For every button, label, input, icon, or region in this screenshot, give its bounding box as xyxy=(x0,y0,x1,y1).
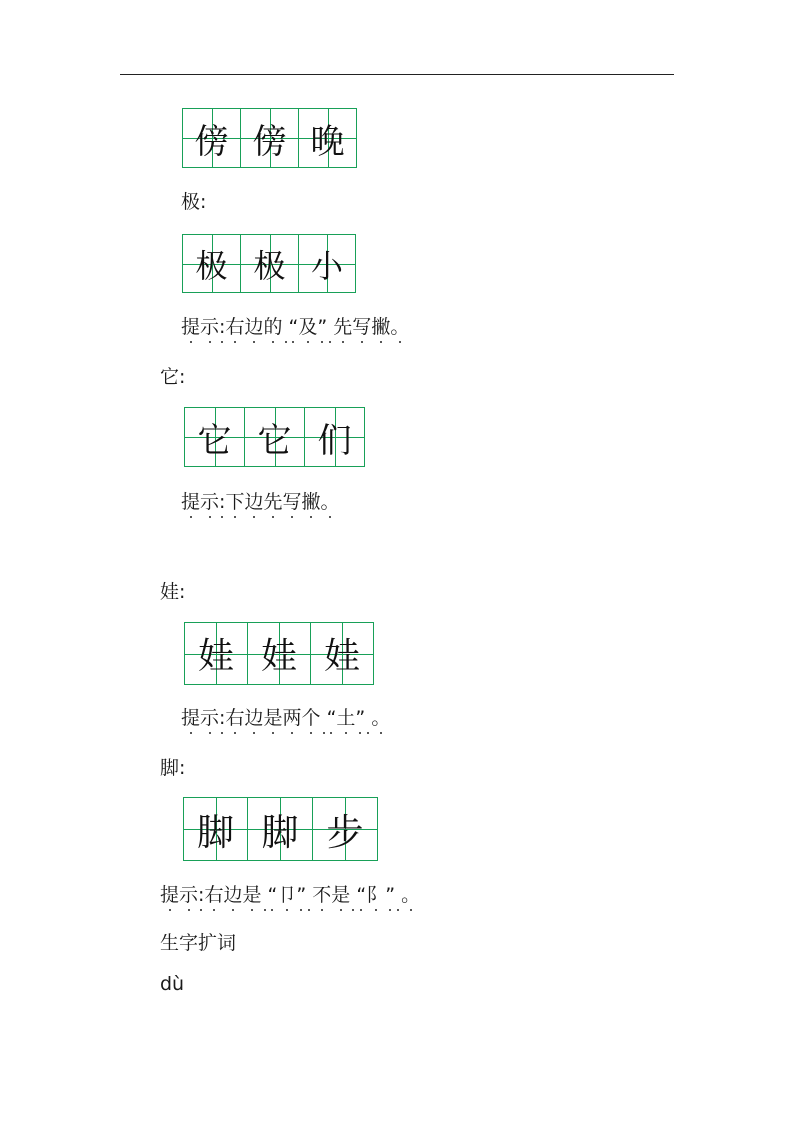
hint-char: 先 xyxy=(263,491,283,513)
hint-char: 示 xyxy=(200,491,220,513)
hint-char: 示 xyxy=(200,316,220,338)
hint-char: 是 xyxy=(242,884,262,906)
grid-char: 娃 xyxy=(260,636,297,677)
hint-char: “ xyxy=(288,316,299,338)
hint-char: 的 xyxy=(263,316,283,338)
hint-char: ” xyxy=(317,316,328,338)
hint-ta xyxy=(181,491,340,513)
grid-char: 极 xyxy=(195,246,228,285)
hint-ji xyxy=(181,316,409,338)
grid-char: 脚 xyxy=(197,811,234,854)
hint-char: 写 xyxy=(282,491,302,513)
grid-cell xyxy=(241,109,299,167)
grid-char: 它 xyxy=(197,420,232,461)
grid-cell xyxy=(184,798,248,860)
grid-cell xyxy=(248,798,313,860)
grid-cell xyxy=(313,798,377,860)
tianzige-grid-bangwan xyxy=(182,108,357,168)
hint-char: “ xyxy=(356,884,367,906)
grid-char: 脚 xyxy=(261,811,299,854)
hint-char: ” xyxy=(385,884,396,906)
grid-cell xyxy=(241,235,299,292)
hint-char: 是 xyxy=(263,707,283,729)
header-rule xyxy=(120,74,674,75)
hint-char: 提 xyxy=(181,491,201,513)
tianzige-grid-jixiao xyxy=(182,234,356,293)
tianzige-grid-jiaobu xyxy=(183,797,378,861)
hint-char: 右 xyxy=(225,707,245,729)
hint-char: 提 xyxy=(181,707,201,729)
grid-cell xyxy=(185,623,248,684)
hint-char: 示 xyxy=(179,884,199,906)
hint-char: 是 xyxy=(331,884,351,906)
hint-char: ” xyxy=(355,707,366,729)
hint-char: 先 xyxy=(333,316,353,338)
hint-char: 边 xyxy=(244,316,264,338)
hint-char: 写 xyxy=(352,316,372,338)
hint-char: : xyxy=(219,316,226,338)
hint-char: 边 xyxy=(244,491,264,513)
grid-char: 晚 xyxy=(310,121,345,162)
char-label-wa: 娃: xyxy=(160,581,186,603)
grid-char: 它 xyxy=(257,420,292,461)
grid-char: 傍 xyxy=(252,121,287,162)
hint-char: 。 xyxy=(401,884,421,906)
pinyin-text: dù xyxy=(160,973,185,995)
hint-char: : xyxy=(219,491,226,513)
hint-char: 撇 xyxy=(301,491,321,513)
hint-char: “ xyxy=(267,884,278,906)
grid-char: 极 xyxy=(253,246,286,285)
grid-cell xyxy=(299,235,355,292)
hint-jiao xyxy=(160,884,420,906)
grid-cell xyxy=(305,408,364,466)
hint-char: 边 xyxy=(244,707,264,729)
grid-char: 傍 xyxy=(194,121,229,162)
grid-cell xyxy=(311,623,373,684)
hint-char: : xyxy=(219,707,226,729)
grid-cell xyxy=(185,408,245,466)
grid-char: 们 xyxy=(317,420,352,461)
tianzige-grid-wawa xyxy=(184,622,374,685)
grid-cell xyxy=(245,408,305,466)
tianzige-grid-tamen xyxy=(184,407,365,467)
hint-char: 阝 xyxy=(366,884,386,906)
char-label-ta: 它: xyxy=(160,366,186,388)
char-label-jiao: 脚: xyxy=(160,757,186,779)
hint-char: 卩 xyxy=(277,884,297,906)
hint-char: 提 xyxy=(160,884,180,906)
hint-char: 不 xyxy=(312,884,332,906)
hint-char: : xyxy=(198,884,205,906)
hint-char: 撇 xyxy=(371,316,391,338)
grid-cell xyxy=(183,235,241,292)
hint-wa xyxy=(181,707,390,729)
section-title: 生字扩词 xyxy=(160,932,237,954)
grid-cell xyxy=(183,109,241,167)
hint-char: 个 xyxy=(301,707,321,729)
hint-char: 示 xyxy=(200,707,220,729)
hint-char: 。 xyxy=(390,316,410,338)
hint-char: 右 xyxy=(204,884,224,906)
grid-char: 小 xyxy=(310,246,343,285)
hint-char: 下 xyxy=(225,491,245,513)
grid-cell xyxy=(248,623,311,684)
hint-char: 边 xyxy=(223,884,243,906)
hint-char: “ xyxy=(326,707,337,729)
grid-char: 娃 xyxy=(197,636,234,677)
hint-char: 。 xyxy=(371,707,391,729)
hint-char: 右 xyxy=(225,316,245,338)
grid-char: 娃 xyxy=(323,636,360,677)
grid-cell xyxy=(299,109,356,167)
char-label-ji: 极: xyxy=(181,191,207,213)
hint-char: 土 xyxy=(336,707,356,729)
hint-char: ” xyxy=(296,884,307,906)
grid-char: 步 xyxy=(326,811,364,854)
hint-char: 。 xyxy=(320,491,340,513)
hint-char: 提 xyxy=(181,316,201,338)
hint-char: 及 xyxy=(298,316,318,338)
hint-char: 两 xyxy=(282,707,302,729)
